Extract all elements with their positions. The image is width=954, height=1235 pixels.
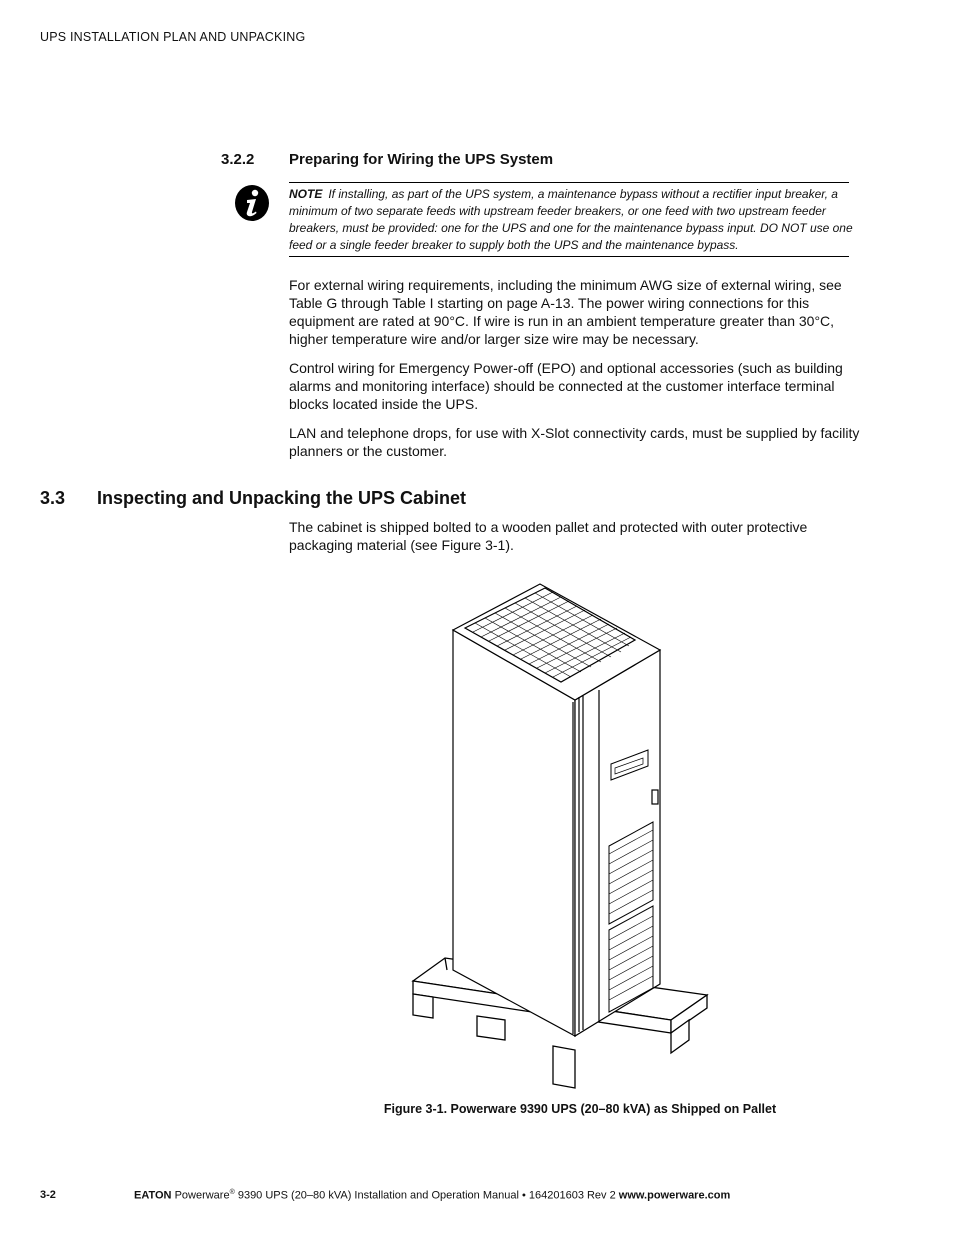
note-bottom-rule	[289, 256, 849, 257]
note-text: If installing, as part of the UPS system, a maintenance bypass without a rectifier input breaker, a minimum of two separate feeds with upstream feeder breakers, or one feed with two upstream feeder breakers, must be provided: one for the UPS and one for the maintenance bypass input. DO NOT use one feed or a single feeder breaker to supply both the UPS and the maintenance bypass.	[289, 187, 853, 252]
note-block	[289, 186, 855, 254]
figure-caption: Figure 3-1. Powerware 9390 UPS (20–80 kVA) as Shipped on Pallet	[383, 1102, 777, 1116]
section-number: 3.3	[40, 488, 66, 508]
paragraph-wiring-requirements: For external wiring requirements, including the minimum AWG size of external wiring, see Table G through Table I starting on page A-13. The power wiring connections for this equipment are rated at 90°C. If wire is run in an ambient temperature greater than 30°C, higher temperature wire and/or larger size wire may be necessary.	[289, 277, 842, 347]
footer-manual: 9390 UPS (20–80 kVA) Installation and Operation Manual • 164201603 Rev 2	[237, 1189, 616, 1202]
paragraph-lan-drops: LAN and telephone drops, for use with X-Slot connectivity cards, must be supplied by facility planners or the customer.	[289, 425, 860, 459]
subsection-title: Preparing for Wiring the UPS System	[289, 151, 554, 168]
paragraph-shipping: The cabinet is shipped bolted to a wooden pallet and protected with outer protective packaging material (see Figure 3-1).	[289, 519, 808, 553]
running-header: UPS INSTALLATION PLAN AND UNPACKING	[40, 30, 306, 44]
footer-product: Powerware	[174, 1189, 230, 1202]
section-title: Inspecting and Unpacking the UPS Cabinet	[97, 488, 467, 508]
note-label: NOTE	[289, 187, 323, 201]
paragraph-control-wiring: Control wiring for Emergency Power-off (EPO) and optional accessories (such as building alarms and monitoring interface) should be connected at the customer interface terminal blocks located inside the UPS.	[289, 360, 843, 412]
subsection-number: 3.2.2	[221, 151, 255, 168]
footer-brand: EATON	[134, 1189, 172, 1202]
footer-registered-mark: ®	[229, 1189, 235, 1196]
cabinet	[453, 584, 660, 1036]
note-top-rule	[289, 182, 849, 183]
footer-url: www.powerware.com	[618, 1189, 731, 1202]
footer-page-number: 3-2	[40, 1189, 56, 1201]
footer-text	[134, 1189, 730, 1202]
info-icon	[234, 184, 270, 222]
ups-cabinet-illustration	[405, 578, 715, 1090]
